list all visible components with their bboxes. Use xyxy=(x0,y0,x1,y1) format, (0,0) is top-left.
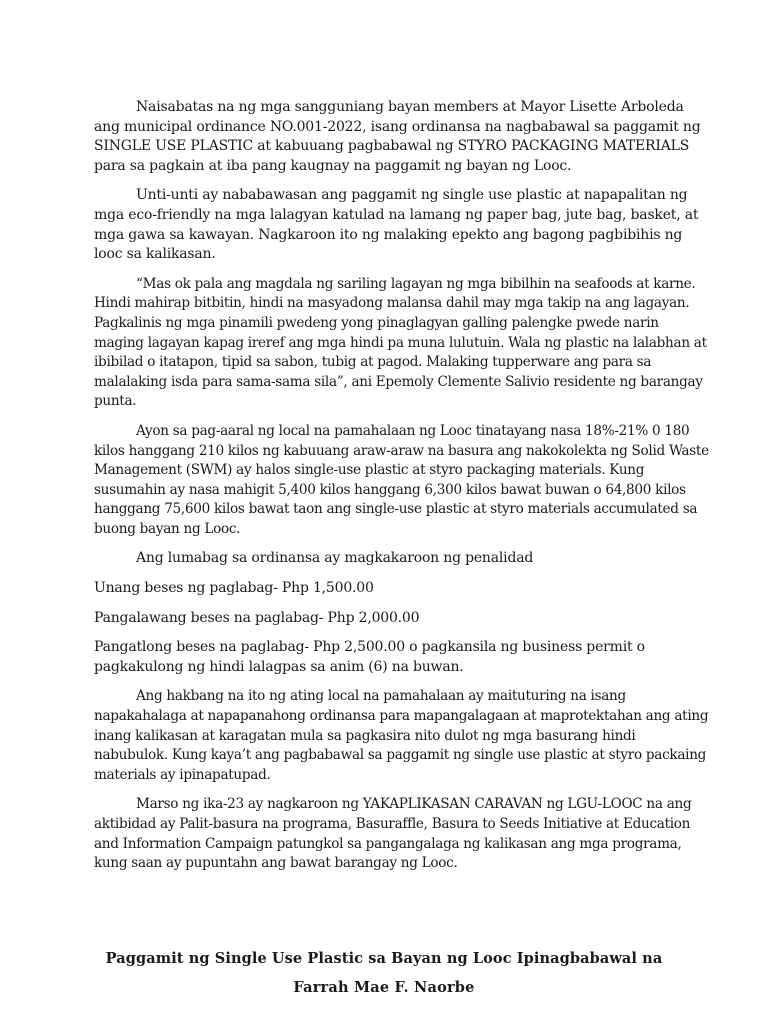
paragraph-waste-statistics: Ayon sa pag-aaral ng local na pamahalaan ng Looc tinatayang nasa 18%-21% 0 180 kilos hanggang 210 kilos ng kabuuang araw-araw na basura ang nakokolekta ng Solid Waste Management (SWM) ay halos single-use plastic at styro packaging materials. Kung susumahin ay nasa mahigit 5,400 kilos hanggang 6,300 kilos bawat buwan o 64,800 kilos hanggang 75,600 kilos bawat taon ang single-use plastic at styro materials accumulated sa buong bayan ng Looc. xyxy=(94,422,709,537)
paragraph-caravan: Marso ng ika-23 ay nagkaroon ng YAKAPLIKASAN CARAVAN ng LGU-LOOC na ang aktibidad ay Palit-basura na programa, Basuraffle, Basura to Seeds Initiative at Education and Information Campaign patungkol sa pangangalaga ng kalikasan ang mga programa, kung saan ay pupuntahn ang bawat barangay ng Looc. xyxy=(94,796,692,872)
paragraph-significance: Ang hakbang na ito ng ating local na pamahalaan ay maituturing na isang napakahalaga at napapanahong ordinansa para mapangalagaan at maprotektahan ang ating inang kalikasan at karagatan mula sa pagkasira nito dulot ng mga basurang hindi nabubulok. Kung kaya’t ang pagbabawal sa paggamit ng single use plastic at styro packaing materials ay ipinapatupad. xyxy=(94,688,709,783)
article-body xyxy=(94,98,712,884)
penalty-third-offense: Pangatlong beses na paglabag- Php 2,500.00 o pagkansila ng business permit o pagkakulong ng hindi lalagpas sa anim (6) na buwan. xyxy=(94,639,645,675)
penalty-second-offense: Pangalawang beses na paglabag- Php 2,000.00 xyxy=(94,609,420,626)
paragraph-penalty-intro: Ang lumabag sa ordinansa ay magkakaroon ng penalidad xyxy=(136,550,534,567)
penalty-first-offense: Unang beses ng paglabag- Php 1,500.00 xyxy=(94,580,374,597)
paragraph-eco-friendly: Unti-unti ay nababawasan ang paggamit ng single use plastic at napapalitan ng mga eco-friendly na mga lalagyan katulad na lamang ng paper bag, jute bag, basket, at mga gawa sa kawayan. Nagkaroon ito ng malaking epekto ang bagong pagbibihis ng looc sa kalikasan. xyxy=(94,187,699,263)
paragraph-resident-quote: “Mas ok pala ang magdala ng sariling lagayan ng mga bibilhin na seafoods at karne. Hindi mahirap bitbitin, hindi na masyadong malansa dahil may mga takip na ang lagayan. Pagkalinis ng mga pinamili pwedeng yong pinaglagyan galling palengke pwede narin maging lagayan kapag ireref ang mga hindi pa muna lulutuin. Wala ng plastic na lalabhan at ibibilad o itatapon, tipid sa sabon, tubig at pagod. Malaking tupperware ang para sa malalaking isda para sama-sama sila”, ani Epemoly Clemente Salivio residente ng barangay punta. xyxy=(94,275,707,410)
paragraph-ordinance: Naisabatas na ng mga sangguniang bayan members at Mayor Lisette Arboleda ang municipal ordinance NO.001-2022, isang ordinansa na nagbabawal sa paggamit ng SINGLE USE PLASTIC at kabuuang pagbabawal ng STYRO PACKAGING MATERIALS para sa pagkain at iba pang kaugnay na paggamit ng bayan ng Looc. xyxy=(94,99,701,174)
article-author: Farrah Mae F. Naorbe xyxy=(293,979,475,996)
article-title: Paggamit ng Single Use Plastic sa Bayan ng Looc Ipinagbabawal na xyxy=(105,950,663,967)
